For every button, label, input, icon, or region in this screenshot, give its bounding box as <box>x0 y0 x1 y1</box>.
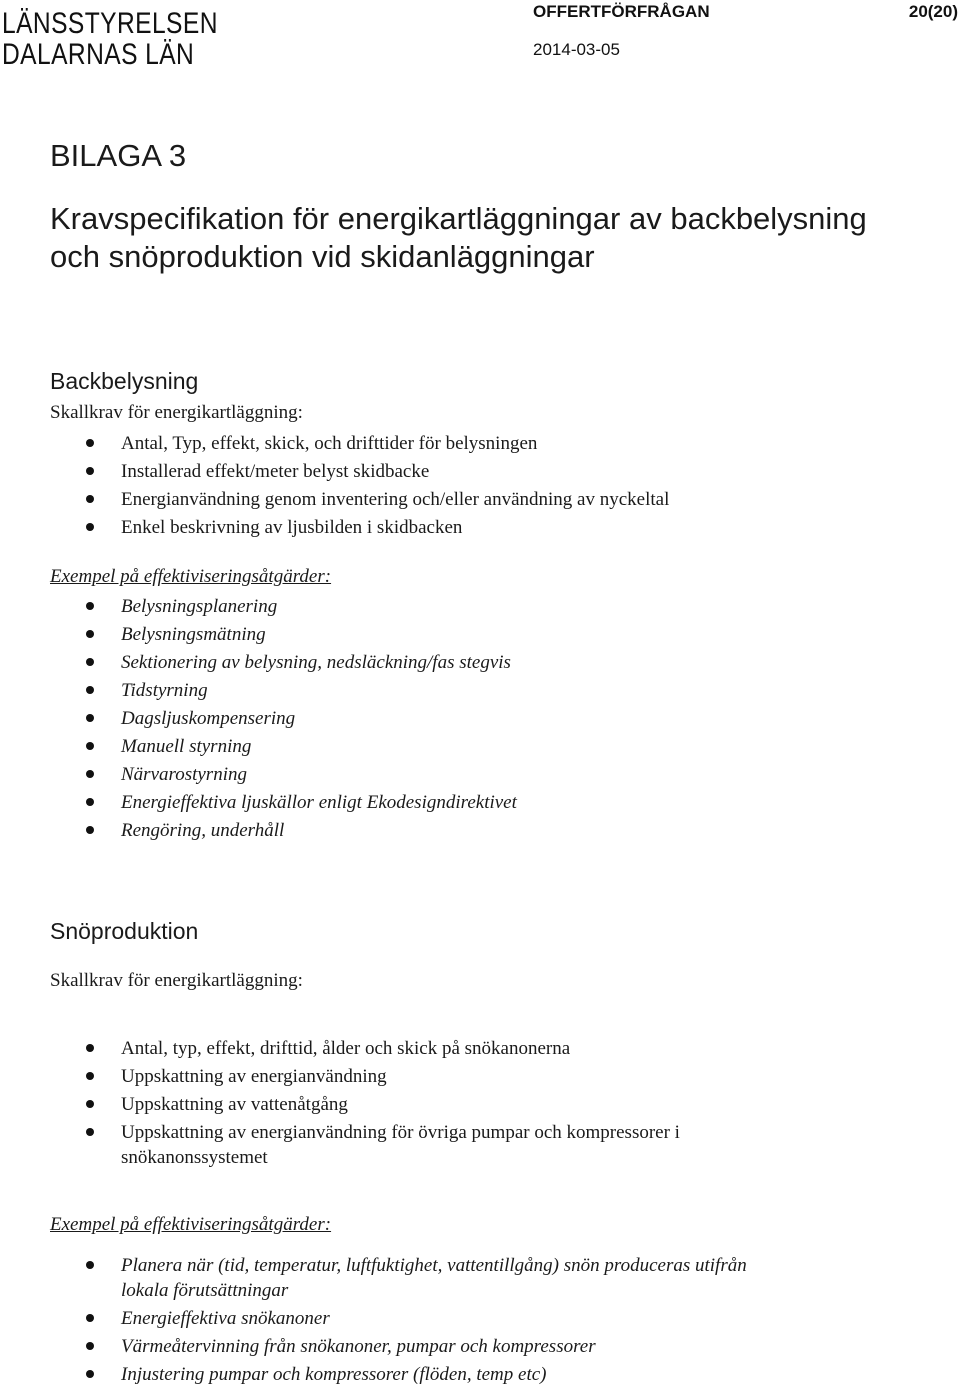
requirements-label: Skallkrav för energikartläggning: <box>50 402 303 423</box>
list-item: Antal, Typ, effekt, skick, och drifttider för belysningen <box>0 430 880 458</box>
list-item: Uppskattning av energianvändning <box>0 1064 880 1089</box>
bullet-icon <box>86 658 94 666</box>
bullet-icon <box>86 742 94 750</box>
bullet-icon <box>86 1044 94 1052</box>
bullet-icon <box>86 1342 94 1350</box>
list-item: Planera när (tid, temperatur, luftfuktighet, vattentillgång) snön produceras utifrån lokala förutsättningar <box>0 1253 781 1303</box>
bullet-icon <box>86 602 94 610</box>
list-item: Värmeåtervinning från snökanoner, pumpar och kompressorer <box>0 1334 880 1359</box>
requirements-list <box>0 1036 880 1170</box>
bullet-icon <box>86 630 94 638</box>
page-number: 20(20) <box>908 2 958 21</box>
list-item: Sektionering av belysning, nedsläckning/fas stegvis <box>0 649 880 677</box>
appendix-heading: BILAGA 3 <box>50 138 187 173</box>
document-date: 2014-03-05 <box>533 40 620 59</box>
bullet-icon <box>86 523 94 531</box>
bullet-icon <box>86 439 94 447</box>
examples-list <box>0 1253 880 1387</box>
examples-list <box>0 593 880 845</box>
list-item: Energieffektiva snökanoner <box>0 1306 880 1331</box>
bullet-icon <box>86 1100 94 1108</box>
logo-line-1: LÄNSSTYRELSEN <box>2 7 218 40</box>
bullet-icon <box>86 826 94 834</box>
examples-label: Exempel på effektiviseringsåtgärder: <box>50 566 332 587</box>
logo-line-2: DALARNAS LÄN <box>2 38 195 71</box>
bullet-icon <box>86 1370 94 1378</box>
list-item: Belysningsmätning <box>0 621 880 649</box>
section-heading-snoproduktion: Snöproduktion <box>50 918 199 944</box>
list-item: Tidstyrning <box>0 677 880 705</box>
list-item: Närvarostyrning <box>0 761 880 789</box>
list-item: Energieffektiva ljuskällor enligt Ekodesigndirektivet <box>0 789 880 817</box>
bullet-icon <box>86 686 94 694</box>
section-heading-backbelysning: Backbelysning <box>50 368 199 394</box>
page-title: Kravspecifikation för energikartläggningar av backbelysning och snöproduktion vid skidanläggningar <box>50 201 867 274</box>
list-item: Energianvändning genom inventering och/eller användning av nyckeltal <box>0 486 880 514</box>
list-item: Antal, typ, effekt, drifttid, ålder och skick på snökanonerna <box>0 1036 880 1061</box>
requirements-label: Skallkrav för energikartläggning: <box>50 970 303 991</box>
list-item: Dagsljuskompensering <box>0 705 880 733</box>
list-item: Uppskattning av vattenåtgång <box>0 1092 880 1117</box>
examples-label: Exempel på effektiviseringsåtgärder: <box>50 1214 332 1235</box>
requirements-list <box>0 430 880 542</box>
list-item: Enkel beskrivning av ljusbilden i skidbacken <box>0 514 880 542</box>
bullet-icon <box>86 1072 94 1080</box>
list-item: Injustering pumpar och kompressorer (flöden, temp etc) <box>0 1362 880 1387</box>
lansstyrelsen-logo <box>2 8 222 70</box>
bullet-icon <box>86 467 94 475</box>
bullet-icon <box>86 714 94 722</box>
list-item: Rengöring, underhåll <box>0 817 880 845</box>
list-item: Uppskattning av energianvändning för övriga pumpar och kompressorer i snökanonssystemet <box>0 1120 761 1170</box>
bullet-icon <box>86 1314 94 1322</box>
list-item: Manuell styrning <box>0 733 880 761</box>
list-item: Installerad effekt/meter belyst skidbacke <box>0 458 880 486</box>
document-type: OFFERTFÖRFRÅGAN <box>533 2 710 21</box>
bullet-icon <box>86 495 94 503</box>
bullet-icon <box>86 1261 94 1269</box>
list-item: Belysningsplanering <box>0 593 880 621</box>
bullet-icon <box>86 770 94 778</box>
bullet-icon <box>86 1128 94 1136</box>
bullet-icon <box>86 798 94 806</box>
